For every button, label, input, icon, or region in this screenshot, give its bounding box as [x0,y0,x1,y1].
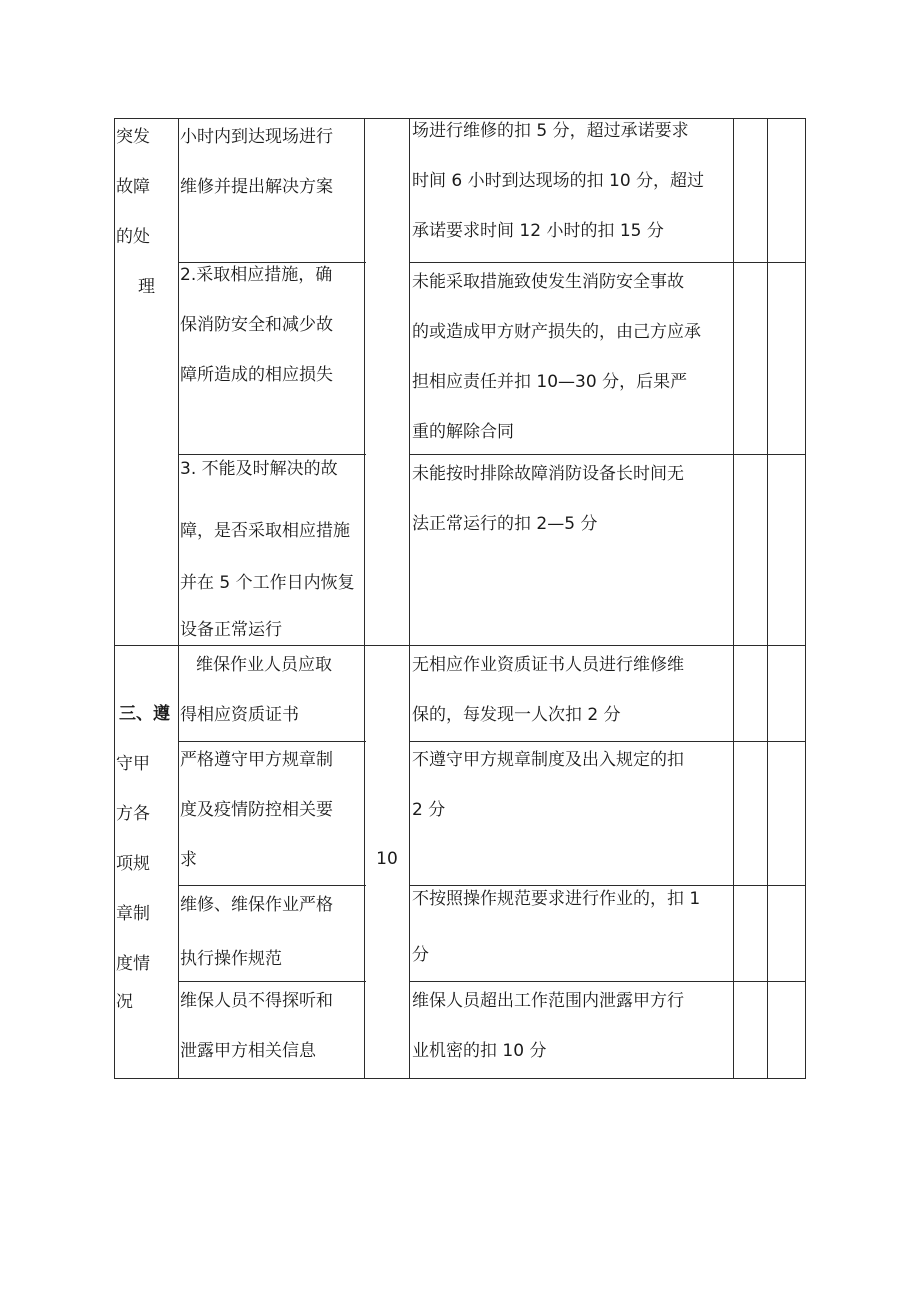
table-row-item [180,640,364,740]
section-label-breakdown [116,112,176,312]
rule-line: 无相应作业资质证书人员进行维修维 [412,655,684,675]
section-label-line: 守甲 [116,754,150,774]
column-divider [178,118,179,1079]
rule-line: 分 [412,945,429,965]
item-line: 维保人员不得探听和 [180,991,333,1011]
table-row-item [180,112,364,212]
section-label-line: 项规 [116,854,150,874]
rule-line: 不按照操作规范要求进行作业的，扣 1 [412,889,701,909]
rule-line: 场进行维修的扣 5 分，超过承诺要求 [412,121,689,141]
rule-line: 法正常运行的扣 2—5 分 [412,514,598,534]
table-row-item [180,250,364,400]
table-row-rule [412,640,730,740]
section-label-line: 故障 [116,177,150,197]
item-line: 维修并提出解决方案 [180,177,333,197]
table-border-left [114,118,115,1079]
table-row-rule [412,449,730,549]
section-label-line: 突发 [116,127,150,147]
item-line: 度及疫情防控相关要 [180,800,333,820]
rule-line: 维保人员超出工作范围内泄露甲方行 [412,991,684,1011]
table-row-rule [412,257,730,457]
rule-line: 未能采取措施致使发生消防安全事故 [412,272,684,292]
section-label-line: 理 [138,277,155,297]
item-line: 障，是否采取相应措施 [180,521,350,541]
section-label-line: 三、遵 [119,704,170,724]
item-line: 严格遵守甲方规章制 [180,750,333,770]
rule-line: 的或造成甲方财产损失的，由己方应承 [412,322,701,342]
item-line: 泄露甲方相关信息 [180,1041,316,1061]
rule-line: 保的，每发现一人次扣 2 分 [412,705,621,725]
rule-line: 承诺要求时间 12 小时的扣 15 分 [412,221,664,241]
table-border-bottom [114,1078,806,1079]
item-line: 并在 5 个工作日内恢复 [180,573,355,593]
item-line: 2.采取相应措施，确 [180,265,333,285]
table-row-rule [412,874,730,980]
item-line: 小时内到达现场进行 [180,127,333,147]
item-line: 保消防安全和减少故 [180,315,333,335]
item-line: 障所造成的相应损失 [180,365,333,385]
item-line: 求 [180,850,197,870]
table-row-rule [412,735,730,835]
section-label-line: 况 [116,992,133,1012]
rule-line: 未能按时排除故障消防设备长时间无 [412,464,684,484]
table-row-item [180,976,364,1076]
table-row-item [180,735,364,885]
table-row-rule [412,106,730,256]
item-line: 维修、维保作业严格 [180,895,333,915]
rule-line: 时间 6 小时到达现场的扣 10 分，超过 [412,171,705,191]
item-line: 执行操作规范 [180,949,282,969]
column-divider [409,118,410,1079]
rule-line: 担相应责任并扣 10—30 分，后果严 [412,372,688,392]
score-value: 10 [376,849,398,869]
section-label-line: 度情 [116,954,150,974]
rule-line: 业机密的扣 10 分 [412,1041,547,1061]
section-label-line: 的处 [116,227,150,247]
rule-line: 不遵守甲方规章制度及出入规定的扣 [412,750,684,770]
rule-line: 2 分 [412,800,446,820]
table-border-right [805,118,806,1079]
table-row-rule [412,976,730,1076]
item-line: 设备正常运行 [180,620,282,640]
column-divider [767,118,768,1079]
item-line: 得相应资质证书 [180,705,299,725]
section-label-line: 章制 [116,904,150,924]
section-score [366,834,408,884]
column-divider [733,118,734,1079]
section-label-compliance [116,689,176,1027]
item-line: 3. 不能及时解决的故 [180,459,338,479]
table-row-item [180,880,364,984]
column-divider [364,118,365,1079]
item-line: 维保作业人员应取 [196,655,332,675]
rule-line: 重的解除合同 [412,422,514,442]
table-row-item [180,443,364,656]
section-label-line: 方各 [116,804,150,824]
